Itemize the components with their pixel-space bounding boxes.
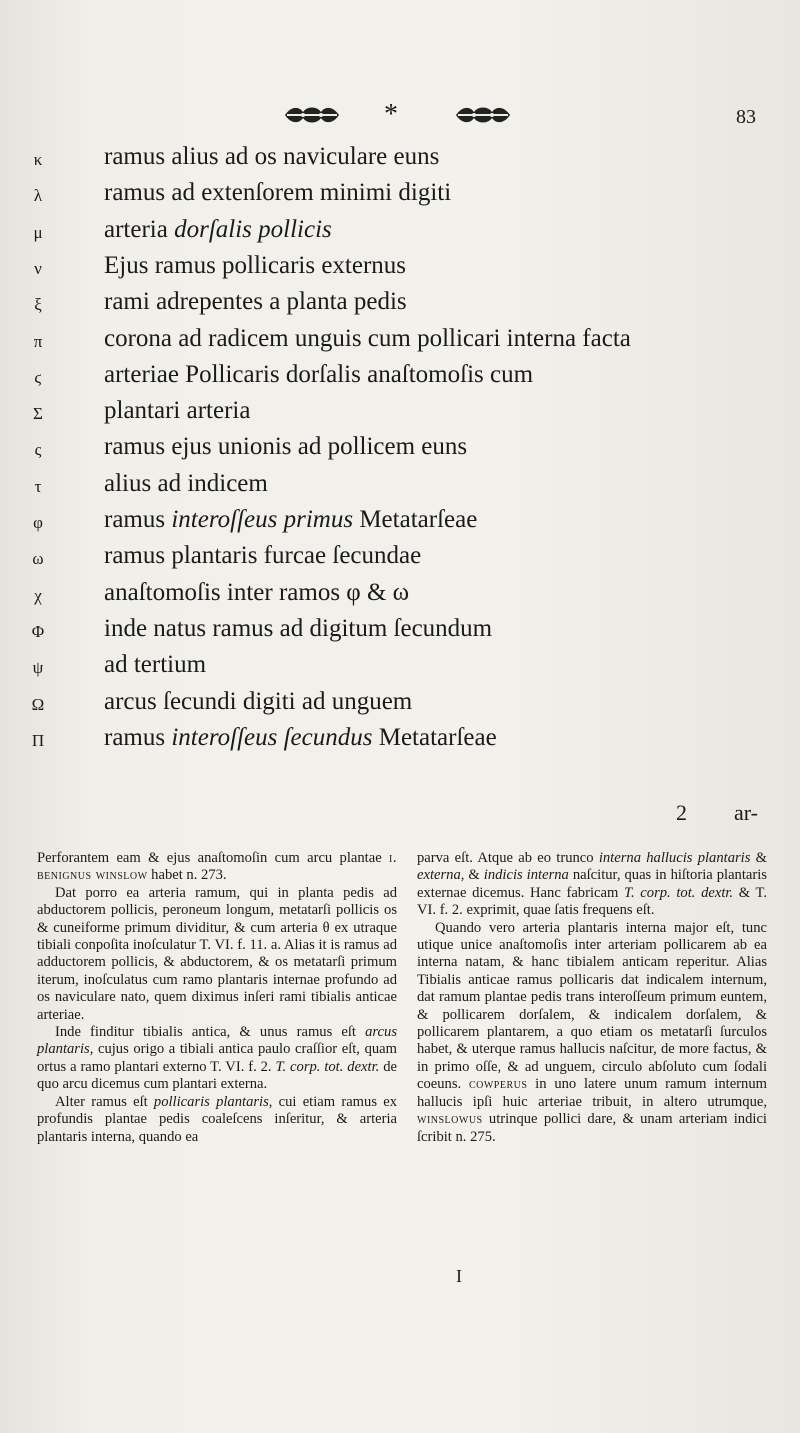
signature-mark: I [456, 1266, 462, 1286]
entry-glyph: Φ [31, 621, 45, 641]
legend-entry [0, 249, 800, 285]
legend-entry [0, 430, 800, 466]
entry-text: inde natus ramus ad digitum ſecundum [104, 614, 493, 642]
entry-text: Ejus ramus pollicaris externus [104, 251, 407, 279]
entry-glyph: π [33, 331, 43, 351]
legend-entry [0, 285, 800, 321]
legend-entry [0, 176, 800, 212]
legend-entry [0, 140, 800, 176]
entry-glyph: Σ [33, 404, 43, 424]
entry-text: corona ad radicem unguis cum pollicari interna facta [104, 324, 631, 352]
legend-entry [0, 648, 800, 684]
entry-glyph: ψ [32, 658, 44, 678]
legend-entry [0, 539, 800, 575]
right-text-column [417, 850, 767, 1146]
entry-text: anaſtomoſis inter ramos φ & ω [104, 578, 410, 606]
page-number: 83 [736, 106, 756, 128]
legend-entry [0, 358, 800, 394]
entry-text: ramus ejus unionis ad pollicem euns [104, 433, 468, 461]
entry-text: ad tertium [104, 651, 207, 679]
entry-text: arteriae Pollicaris dorſalis anaſtomoſis cum [104, 360, 534, 388]
entry-glyph: ξ [34, 295, 42, 315]
left-text-column [37, 850, 397, 1146]
legend-entry [0, 576, 800, 612]
entry-glyph: ς [34, 440, 42, 460]
left-paragraph-2: Dat porro ea arteria ramum, qui in planta pedis ad abductorem pollicis, peroneum longum, metatarſi pollicis os & cuneiforme primum dividitur, & cum arteria θ ex utraque tibiali conpoſita inoſculatur T. VI. f. 11. a. Alias it is ramus ad adductorem pollicis, & abductorem, & os metatarſi primum iterum, inoſculatus cum ramo plantaris internae profundo ad os naviculare nato, quem diximus inſeri rami tibialis anticae arteriae. [37, 884, 397, 1023]
entry-text: ramus interoſſeus primus Metatarſeae [104, 506, 478, 533]
entry-glyph: μ [33, 222, 43, 242]
entry-text: ramus ad extenſorem minimi digiti [104, 179, 452, 207]
legend-entry [0, 322, 800, 358]
entry-glyph: ν [34, 258, 42, 278]
entry-text: alius ad indicem [104, 469, 268, 497]
legend-entry [0, 685, 800, 721]
entry-glyph: κ [33, 150, 43, 169]
legend-entry [0, 213, 800, 249]
entry-glyph: ω [32, 549, 44, 569]
entry-glyph: Π [31, 730, 45, 750]
legend-entry [0, 721, 800, 757]
left-paragraph-3: Inde finditur tibialis antica, & unus ramus eſt arcus plantaris, cujus origo a tibiali antica paulo craſſior eſt, quam ortus a ramo plantari externo T. VI. f. 2. T. corp. tot. dextr. de quo arcu dicemus cum plantari externa. [37, 1024, 397, 1093]
catchline-number: 2 [676, 800, 687, 825]
legend-entry [0, 467, 800, 503]
right-paragraph-2: Quando vero arteria plantaris interna major eſt, tunc utique unice anaſtomoſis inter arteriam pollicarem ab ea interna natam, & hanc tibialem anticam reperitur. Alias Tibialis anticae ramus pollicaris dat indicalem internum, dat ramum plantae pedis trans interoſſeum primum euntem, & pollicarem dorſalem, & indicalem dorſalem, & pollicarem plantarem, a quo etiam os metatarſi ſurculos habet, & uterque ramus hallucis naſcitur, de more factus, & in primo oſſe, & ad unguem, circulo abſoluto cum ſodali coeuns. cowperus in uno latere unum ramum internum hallucis ipſi huic arteriae tribuit, in altero utrumque, winslowus utrinque pollici dare, & unam arteriam indici ſcribit n. 275. [417, 919, 767, 1145]
entry-text: ramus plantaris furcae ſecundae [104, 542, 422, 570]
head-ornament-left-icon [283, 104, 341, 126]
legend-entry [0, 394, 800, 430]
entry-text: plantari arteria [104, 397, 251, 425]
entry-glyph: τ [34, 476, 42, 496]
running-head [0, 100, 800, 130]
left-paragraph-4: Alter ramus eſt pollicaris plantaris, cui etiam ramus ex profundis plantae pedis coaleſcens inſeritur, & arteria plantaris interna, quando ea [37, 1093, 397, 1145]
right-paragraph-1: parva eſt. Atque ab eo trunco interna hallucis plantaris & externa, & indicis interna naſcitur, quas in hiſtoria plantaris externae dicemus. Hanc fabricam T. corp. tot. dextr. & T. VI. f. 2. exprimit, quae ſatis frequens eſt. [417, 850, 768, 919]
legend-entry [0, 612, 800, 648]
head-ornament-right-icon [454, 104, 512, 126]
catchword: ar- [734, 800, 758, 825]
entry-glyph: Ω [31, 694, 45, 714]
entry-text: arcus ſecundi digiti ad unguem [104, 687, 413, 715]
head-star: * [384, 99, 398, 130]
entry-glyph: λ [33, 186, 43, 206]
entry-text: ramus interoſſeus ſecundus Metatarſeae [104, 723, 497, 751]
entry-glyph: χ [34, 585, 42, 605]
left-paragraph-1: Perforantem eam & ejus anaſtomoſin cum arcu plantae i. benignus winslow habet n. 273. [37, 850, 397, 884]
entry-text: rami adrepentes a planta pedis [104, 288, 407, 316]
legend-entry [0, 503, 800, 539]
entry-glyph: φ [33, 513, 43, 532]
entry-glyph: ϛ [34, 367, 42, 387]
entry-text: ramus alius ad os naviculare euns [104, 143, 440, 170]
entry-text: arteria dorſalis pollicis [104, 215, 332, 243]
